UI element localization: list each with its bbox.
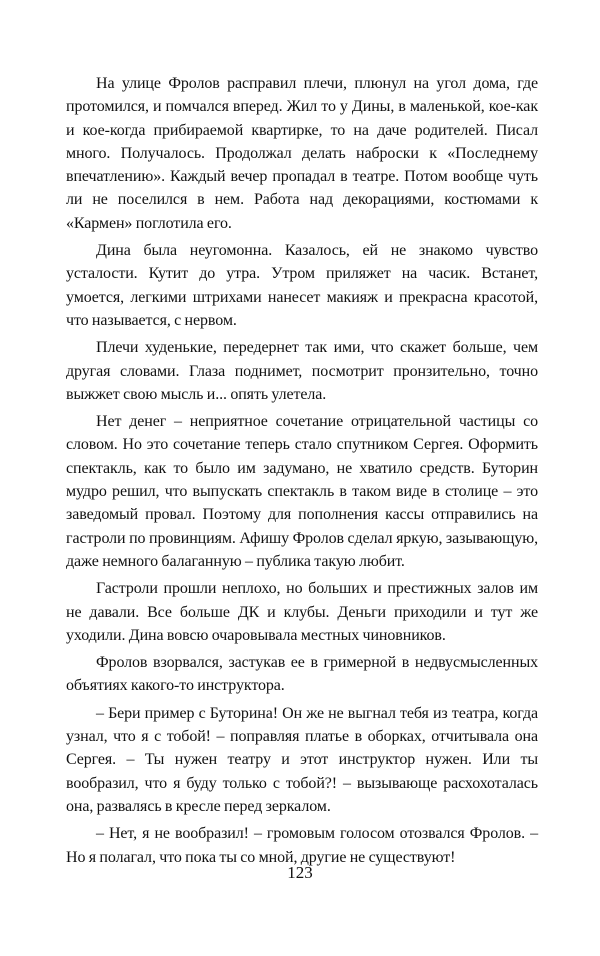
- paragraph: Гастроли прошли неплохо, но больших и престижных залов им не давали. Все больше ДК и клубы. Деньги приходили и тут же уходили. Дина вовсю очаровывала местных чиновников.: [66, 580, 538, 644]
- paragraph: Дина была неугомонна. Казалось, ей не знакомо чувство усталости. Кутит до утра. Утром приляжет на часик. Встанет, умоется, легкими штрихами нанесет макияж и прекрасна красотой, что называется, с нервом.: [66, 242, 538, 329]
- paragraph: – Бери пример с Буторина! Он же не выгнал тебя из театра, когда узнал, что я с тобой! – поправляя платье в оборках, отчитывала она Сергея. – Ты нужен театру и этот инструктор нужен. Или ты вообразил, что я буду только с тобой?! – вызывающе расхохоталась она, развалясь в кресле перед зеркалом.: [66, 704, 538, 815]
- paragraph: – Нет, я не вообразил! – громовым голосом отозвался Фролов. – Но я полагал, что пока ты со мной, другие не существуют!: [66, 825, 538, 866]
- page-number: 123: [287, 863, 313, 882]
- paragraph: Плечи худенькие, передернет так ими, что скажет больше, чем другая словами. Глаза поднимет, посмотрит пронзительно, точно выжжет свою мысль и... опять улетела.: [66, 339, 538, 403]
- paragraph: На улице Фролов расправил плечи, плюнул на угол дома, где протомился, и помчался вперед. Жил то у Дины, в маленькой, кое-как и кое-когда прибираемой квартирке, то на даче родителей. Писал много. Получалось. Продолжал делать наброски к «Последнему впечатлению». Каждый вечер пропадал в театре. Потом вообще чуть ли не поселился в нем. Работа над декорациями, костюмами к «Кармен» поглотила его.: [66, 75, 538, 232]
- paragraph: Фролов взорвался, застукав ее в гримерной в недвусмысленных объятиях какого-то инструктора.: [66, 654, 538, 695]
- page-body: [66, 72, 538, 873]
- paragraph: Нет денег – неприятное сочетание отрицательной частицы со словом. Но это сочетание теперь стало спутником Сергея. Оформить спектакль, как то было им задумано, не хватило средств. Буторин мудро решил, что выпускать спектакль в таком виде в столице – это заведомый провал. Поэтому для пополнения кассы отправились на гастроли по провинциям. Афишу Фролов сделал яркую, зазывающую, даже немного балаганную – публика такую любит.: [66, 413, 538, 570]
